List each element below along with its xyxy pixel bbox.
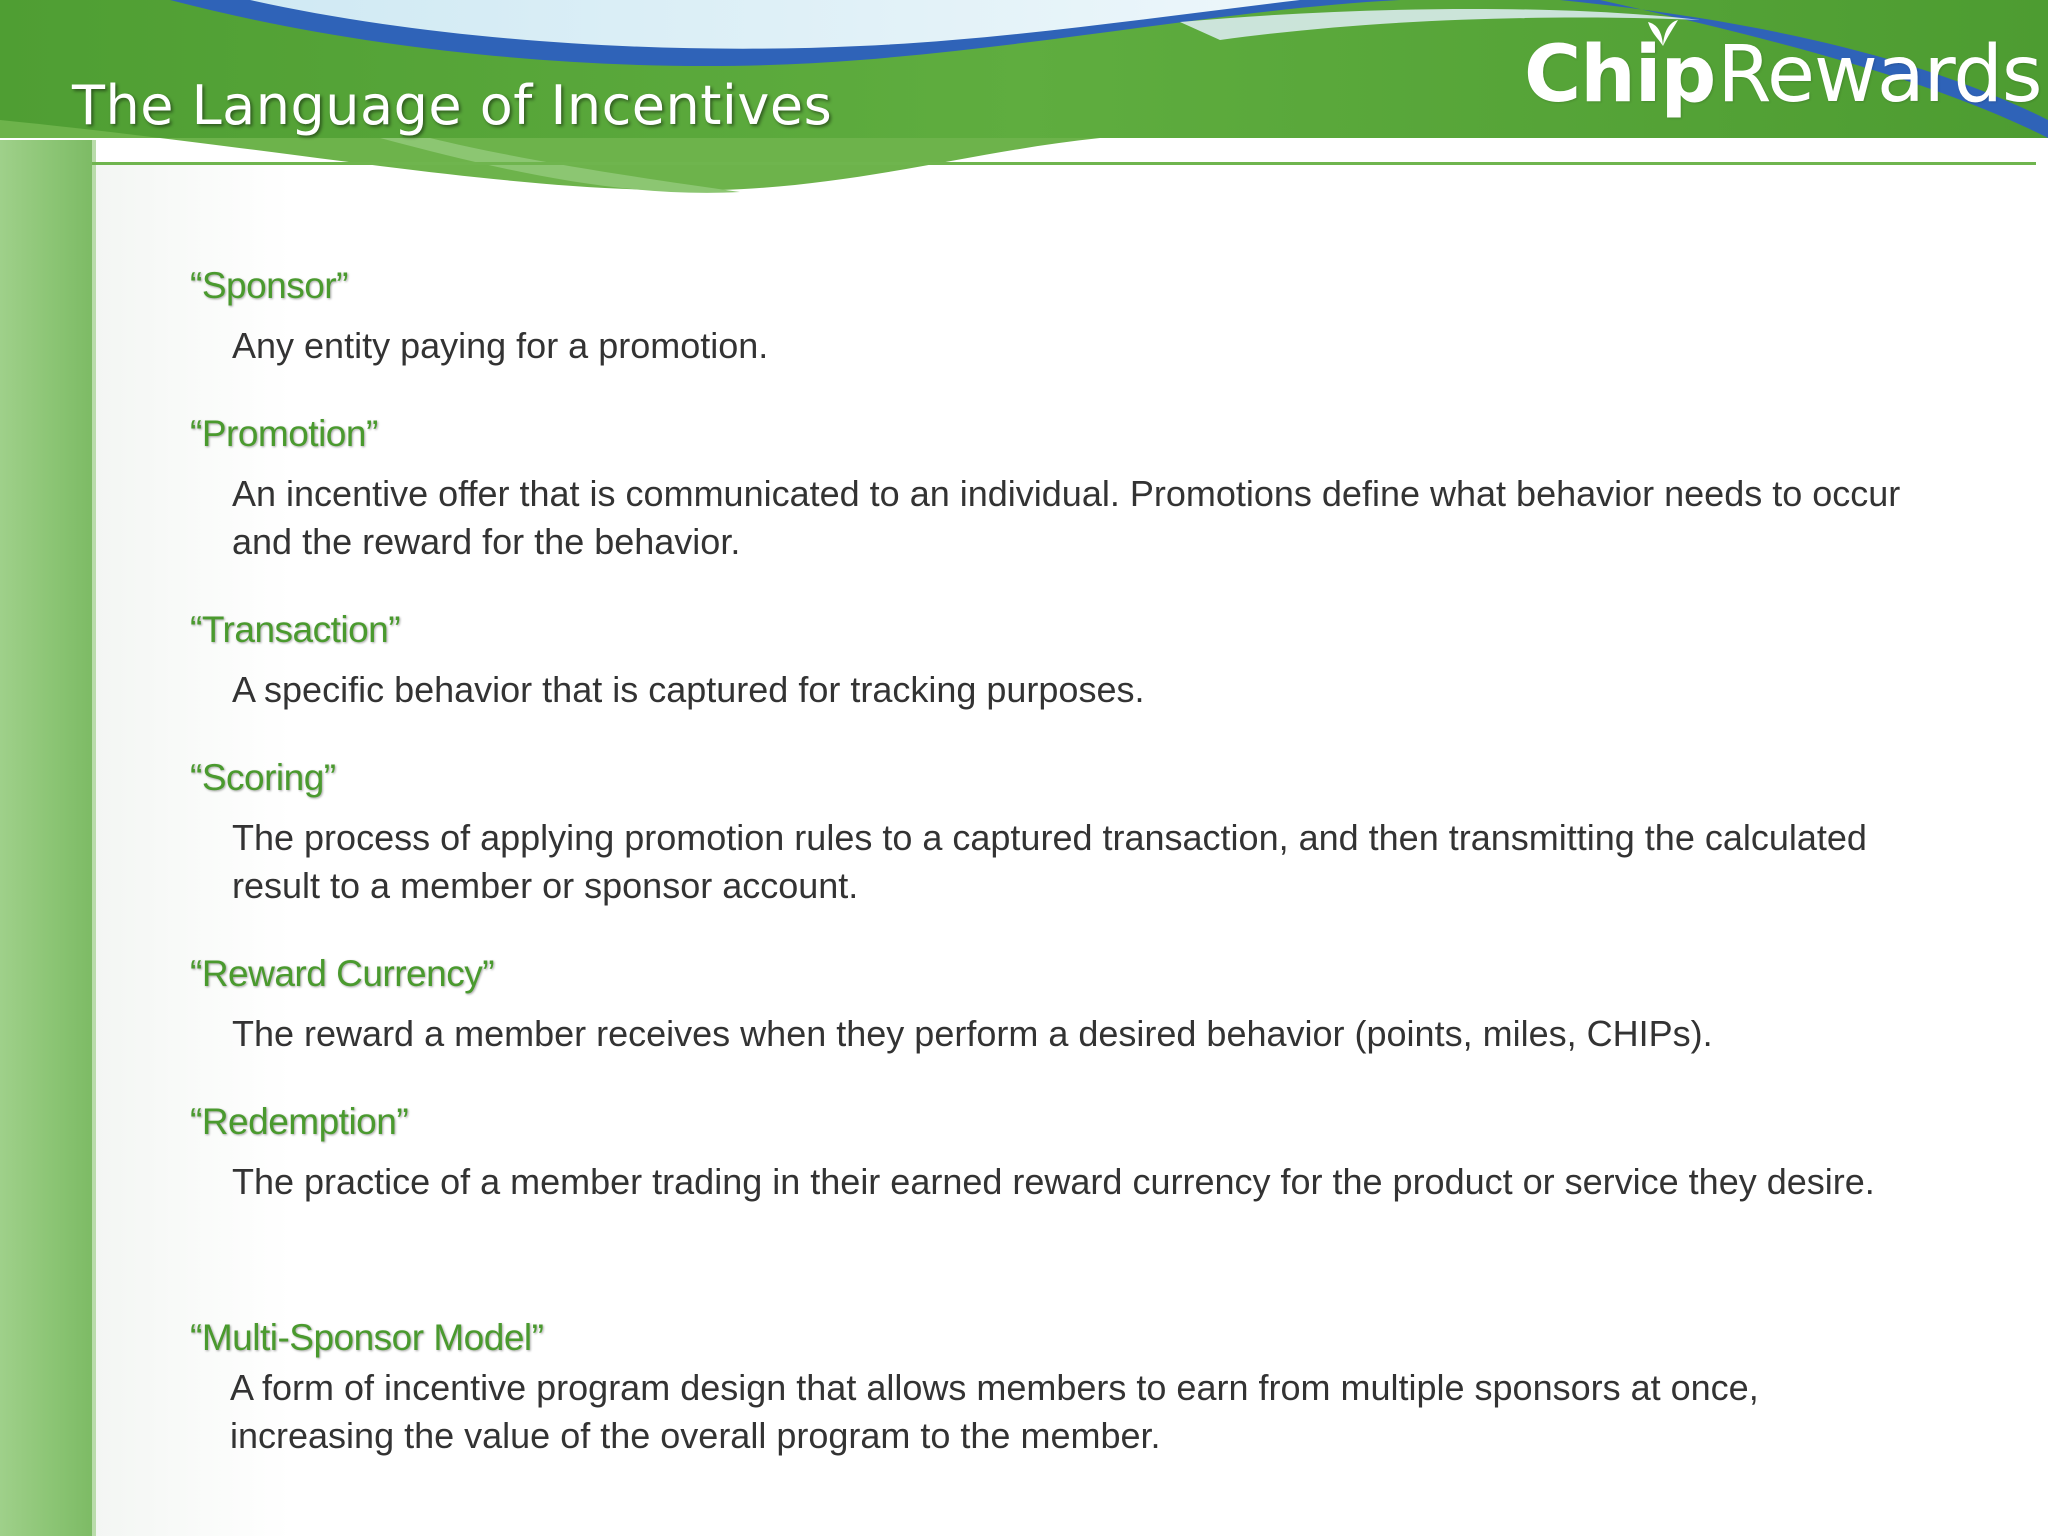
leaf-icon	[1646, 18, 1680, 48]
glossary-term: “Reward Currency”	[190, 953, 495, 994]
glossary-term: “Transaction”	[190, 609, 401, 650]
glossary-definition: The practice of a member trading in their earned reward currency for the product or service they desire.	[232, 1161, 1875, 1202]
glossary-definition: A form of incentive program design that allows members to earn from multiple sponsors at once, increasing the value of the overall program to the member.	[230, 1367, 1759, 1456]
glossary-definition: The reward a member receives when they perform a desired behavior (points, miles, CHIPs).	[232, 1013, 1713, 1054]
glossary-definition: Any entity paying for a promotion.	[232, 325, 769, 366]
glossary-entry	[190, 606, 1910, 714]
glossary-term: “Sponsor”	[190, 265, 348, 306]
logo-chip-text: Chip	[1524, 30, 1716, 120]
glossary-term: “Redemption”	[190, 1101, 409, 1142]
glossary-entry	[190, 262, 1910, 370]
glossary-term: “Multi-Sponsor Model”	[190, 1317, 544, 1358]
glossary-entry	[190, 1098, 1910, 1206]
glossary-term: “Scoring”	[190, 757, 336, 798]
glossary-definition: A specific behavior that is captured for tracking purposes.	[232, 669, 1145, 710]
slide-title: The Language of Incentives	[72, 74, 833, 137]
glossary-entry	[190, 1314, 1910, 1460]
glossary-definition: The process of applying promotion rules to a captured transaction, and then transmitting the calculated result to a member or sponsor account.	[232, 817, 1867, 906]
glossary-entry	[190, 410, 1910, 566]
left-sidebar-edge	[92, 140, 96, 1536]
glossary-entry	[190, 950, 1910, 1058]
chiprewards-logo	[1524, 30, 2041, 126]
glossary-term: “Promotion”	[190, 413, 378, 454]
left-sidebar-bar	[0, 140, 92, 1536]
logo-rewards-text: Rewards	[1717, 30, 2042, 120]
glossary-entry	[190, 754, 1910, 910]
header-divider	[92, 162, 2036, 165]
glossary-definition: An incentive offer that is communicated to an individual. Promotions define what behavior needs to occur and the reward for the behavior.	[232, 473, 1901, 562]
